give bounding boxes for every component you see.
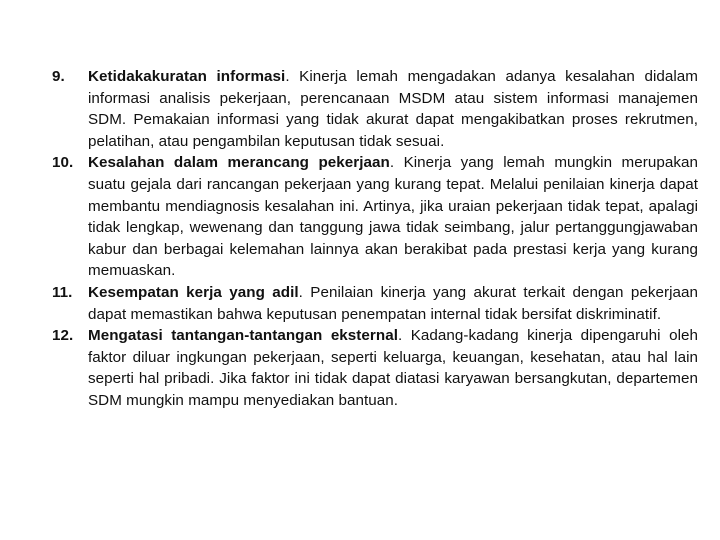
list-item <box>52 282 698 325</box>
item-number: 10. <box>52 154 74 172</box>
item-number: 11. <box>52 283 73 301</box>
item-body: . Penilaian kinerja yang akurat terkait dengan pekerjaan dapat memastikan bahwa keputusan penempatan internal tidak bersifat diskriminatif. <box>88 283 699 323</box>
item-term: Ketidakakuratan informasi <box>88 68 286 85</box>
item-term: Kesalahan dalam merancang pekerjaan <box>88 154 390 172</box>
item-body: . Kinerja yang lemah mungkin merupakan suatu gejala dari rancangan pekerjaan yang kurang tepat. Melalui penilaian kinerja dapat membantu mendiagnosis kesalahan ini. Artinya, jika uraian pekerjaan tidak tepat, apalagi tidak lengkap, wewenang dan tanggung jawa tidak seimbang, jalur pertanggungjawaban kabur dan berbagai kelemahan lainnya akan berakibat pada prestasi kerja yang kurang memuaskan. <box>88 154 698 280</box>
list-item <box>52 325 698 411</box>
item-body: . Kinerja lemah mengadakan adanya kesalahan didalam informasi analisis pekerjaan, perencanaan MSDM atau sistem informasi manajemen SDM. Pemakaian informasi yang tidak akurat dapat mengakibatkan proses rekrutmen, pelatihan, atau pengambilan keputusan tidak sesuai. <box>88 68 698 150</box>
item-number: 9. <box>52 68 65 85</box>
list-item <box>52 66 698 152</box>
item-term: Kesempatan kerja yang adil <box>88 283 299 301</box>
document-body <box>52 66 698 526</box>
list-item <box>52 152 698 282</box>
item-body: . Kadang-kadang kinerja dipengaruhi oleh faktor diluar ingkungan pekerjaan, seperti keluarga, keuangan, kesehatan, atau hal lain seperti hal pribadi. Jika faktor ini tidak dapat diatasi karyawan bersangkutan, departemen SDM mungkin mampu menyediakan bantuan. <box>88 327 698 409</box>
item-number: 12. <box>52 327 74 345</box>
item-term: Mengatasi tantangan-tantangan eksternal <box>88 327 398 345</box>
